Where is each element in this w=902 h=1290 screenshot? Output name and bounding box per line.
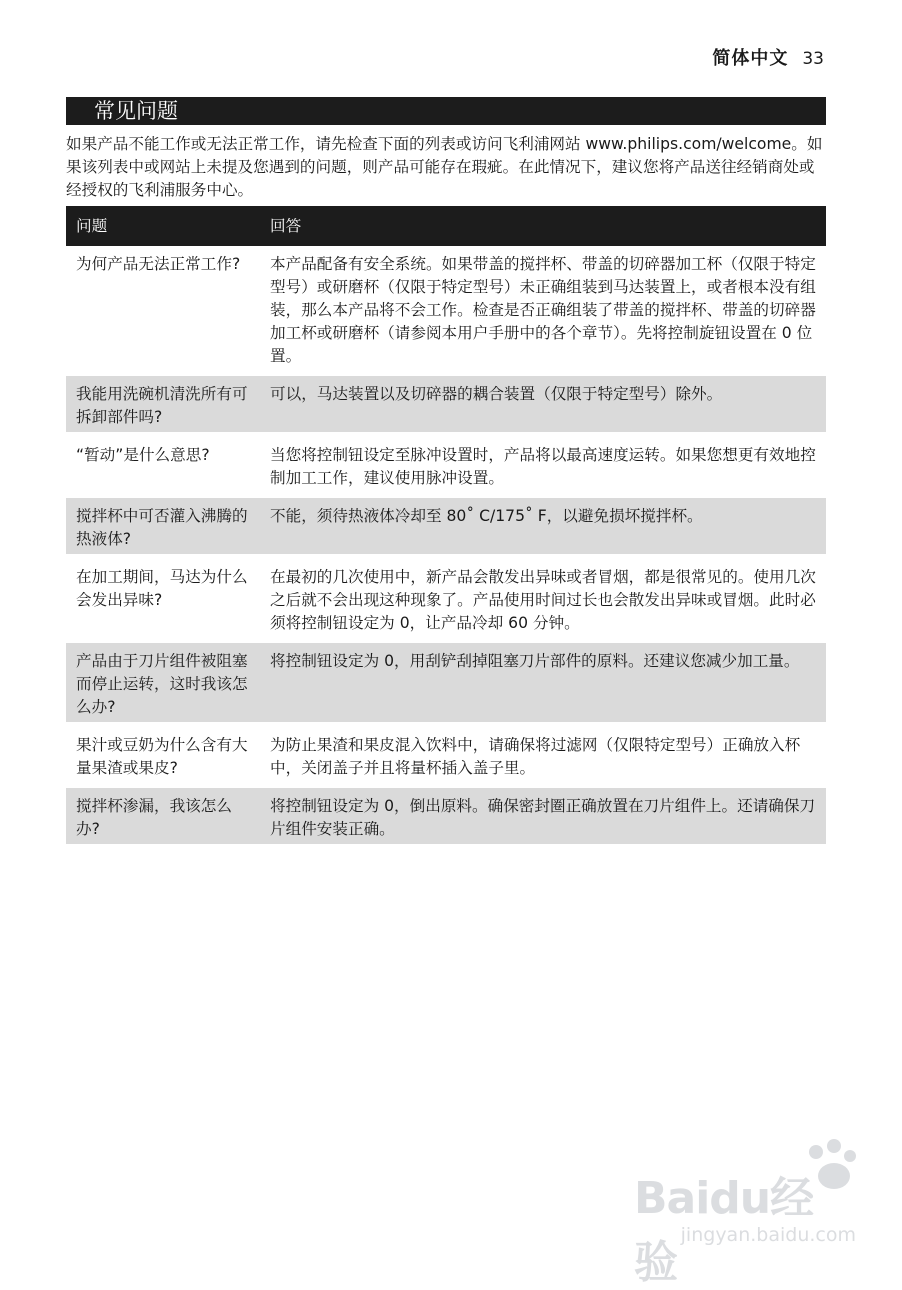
watermark-logo-text: Baidu经验 (634, 1173, 814, 1288)
answer-cell: 可以，马达装置以及切碎器的耦合装置（仅限于特定型号）除外。 (260, 374, 826, 435)
question-cell: 为何产品无法正常工作? (66, 246, 260, 374)
table-row (66, 374, 826, 435)
baidu-watermark (634, 1138, 864, 1288)
question-cell: 我能用洗碗机清洗所有可拆卸部件吗? (66, 374, 260, 435)
intro-paragraph: 如果产品不能工作或无法正常工作，请先检查下面的列表或访问飞利浦网站 www.philips.com/welcome。如果该列表中或网站上未提及您遇到的问题，则产品可能存在瑕疵。在此情况下，建议您将产品送往经销商处或经授权的飞利浦服务中心。 (66, 135, 823, 199)
faq-header-row (66, 206, 826, 246)
watermark-url: jingyan.baidu.com (680, 1224, 856, 1246)
answer-column-header: 回答 (260, 206, 826, 246)
table-row (66, 557, 826, 641)
page-number: 33 (802, 49, 824, 69)
answer-cell: 将控制钮设定为 0，用刮铲刮掉阻塞刀片部件的原料。还建议您减少加工量。 (260, 641, 826, 725)
table-row (66, 786, 826, 847)
answer-cell: 不能，须待热液体冷却至 80˚ C/175˚ F，以避免损坏搅拌杯。 (260, 496, 826, 557)
question-cell: 搅拌杯中可否灌入沸腾的热液体? (66, 496, 260, 557)
table-row (66, 725, 826, 786)
question-column-header: 问题 (66, 206, 260, 246)
table-row (66, 246, 826, 374)
question-cell: “暂动”是什么意思? (66, 435, 260, 496)
language-label: 简体中文 (712, 48, 789, 69)
answer-cell: 本产品配备有安全系统。如果带盖的搅拌杯、带盖的切碎器加工杯（仅限于特定型号）或研磨杯（仅限于特定型号）未正确组装到马达装置上，或者根本没有组装，那么本产品将不会工作。检查是否正确组装了带盖的搅拌杯、带盖的切碎器加工杯或研磨杯（请参阅本用户手册中的各个章节）。先将控制旋钮设置在 0 位置。 (260, 246, 826, 374)
table-row (66, 641, 826, 725)
question-cell: 产品由于刀片组件被阻塞而停止运转，这时我该怎么办? (66, 641, 260, 725)
answer-cell: 在最初的几次使用中，新产品会散发出异味或者冒烟，都是很常见的。使用几次之后就不会出现这种现象了。产品使用时间过长也会散发出异味或冒烟。此时必须将控制钮设定为 0，让产品冷却 60 分钟。 (260, 557, 826, 641)
faq-table (66, 206, 826, 849)
question-cell: 在加工期间，马达为什么会发出异味? (66, 557, 260, 641)
question-cell: 果汁或豆奶为什么含有大量果渣或果皮? (66, 725, 260, 786)
question-cell: 搅拌杯渗漏，我该怎么办? (66, 786, 260, 847)
section-title: 常见问题 (66, 97, 826, 125)
answer-cell: 将控制钮设定为 0，倒出原料。确保密封圈正确放置在刀片组件上。还请确保刀片组件安装正确。 (260, 786, 826, 847)
answer-cell: 为防止果渣和果皮混入饮料中，请确保将过滤网（仅限特定型号）正确放入杯中，关闭盖子并且将量杯插入盖子里。 (260, 725, 826, 786)
page-header (712, 44, 824, 70)
table-row (66, 435, 826, 496)
answer-cell: 当您将控制钮设定至脉冲设置时，产品将以最高速度运转。如果您想更有效地控制加工工作，建议使用脉冲设置。 (260, 435, 826, 496)
table-row (66, 496, 826, 557)
